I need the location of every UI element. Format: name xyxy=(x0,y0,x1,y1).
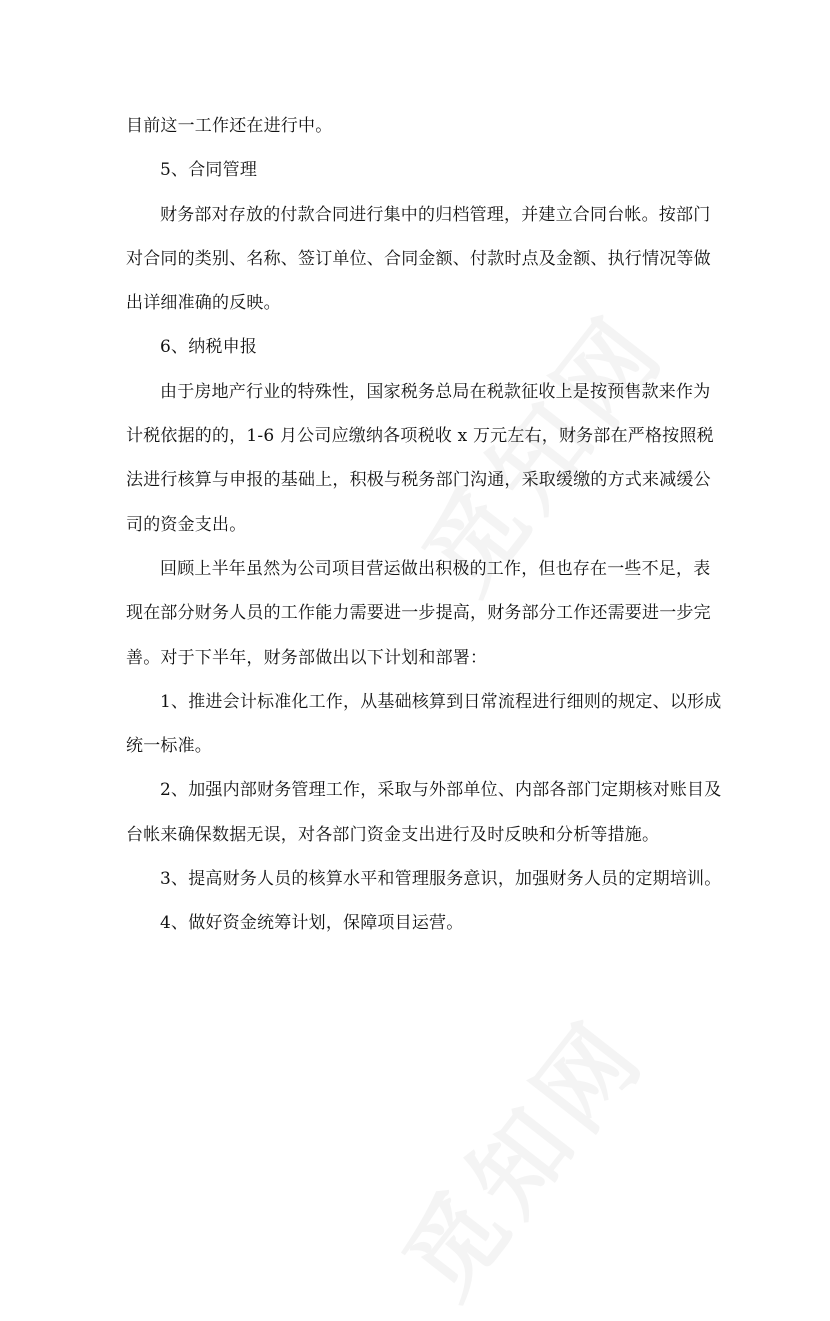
paragraph-line: 由于房地产行业的特殊性，国家税务总局在税款征收上是按预售款来作为 xyxy=(160,381,711,402)
paragraph-line: 对合同的类别、名称、签订单位、合同金额、付款时点及金额、执行情况等做 xyxy=(126,248,711,269)
paragraph-line: 统一标准。 xyxy=(126,736,212,757)
paragraph-line: 出详细准确的反映。 xyxy=(126,293,281,314)
paragraph-line: 财务部对存放的付款合同进行集中的归档管理，并建立合同台帐。按部门 xyxy=(160,204,711,225)
plan-item-2: 2、加强内部财务管理工作，采取与外部单位、内部各部门定期核对账目及 xyxy=(160,780,722,801)
paragraph-line: 目前这一工作还在进行中。 xyxy=(126,116,333,136)
paragraph-line: 台帐来确保数据无误，对各部门资金支出进行及时反映和分析等措施。 xyxy=(126,824,660,845)
plan-item-1: 1、推进会计标准化工作，从基础核算到日常流程进行细则的规定、以形成 xyxy=(160,691,722,712)
watermark-logo xyxy=(367,986,671,1321)
paragraph-line: 回顾上半年虽然为公司项目营运做出积极的工作，但也存在一些不足，表 xyxy=(160,558,711,579)
paragraph-line: 法进行核算与申报的基础上，积极与税务部门沟通，采取缓缴的方式来减缓公 xyxy=(126,470,711,491)
section-heading-contract-management: 5、合同管理 xyxy=(160,160,258,181)
paragraph-line: 司的资金支出。 xyxy=(126,514,247,535)
paragraph-line: 善。对于下半年，财务部做出以下计划和部署： xyxy=(126,647,488,668)
paragraph-line: 计税依据的的，1-6 月公司应缴纳各项税收 x 万元左右，财务部在严格按照税 xyxy=(126,426,714,447)
document-body xyxy=(126,104,722,946)
section-heading-tax-filing: 6、纳税申报 xyxy=(160,337,258,358)
paragraph-line: 现在部分财务人员的工作能力需要进一步提高，财务部分工作还需要进一步完 xyxy=(126,603,711,624)
plan-item-4: 4、做好资金统筹计划，保障项目运营。 xyxy=(160,913,464,934)
plan-item-3: 3、提高财务人员的核算水平和管理服务意识，加强财务人员的定期培训。 xyxy=(160,869,722,890)
